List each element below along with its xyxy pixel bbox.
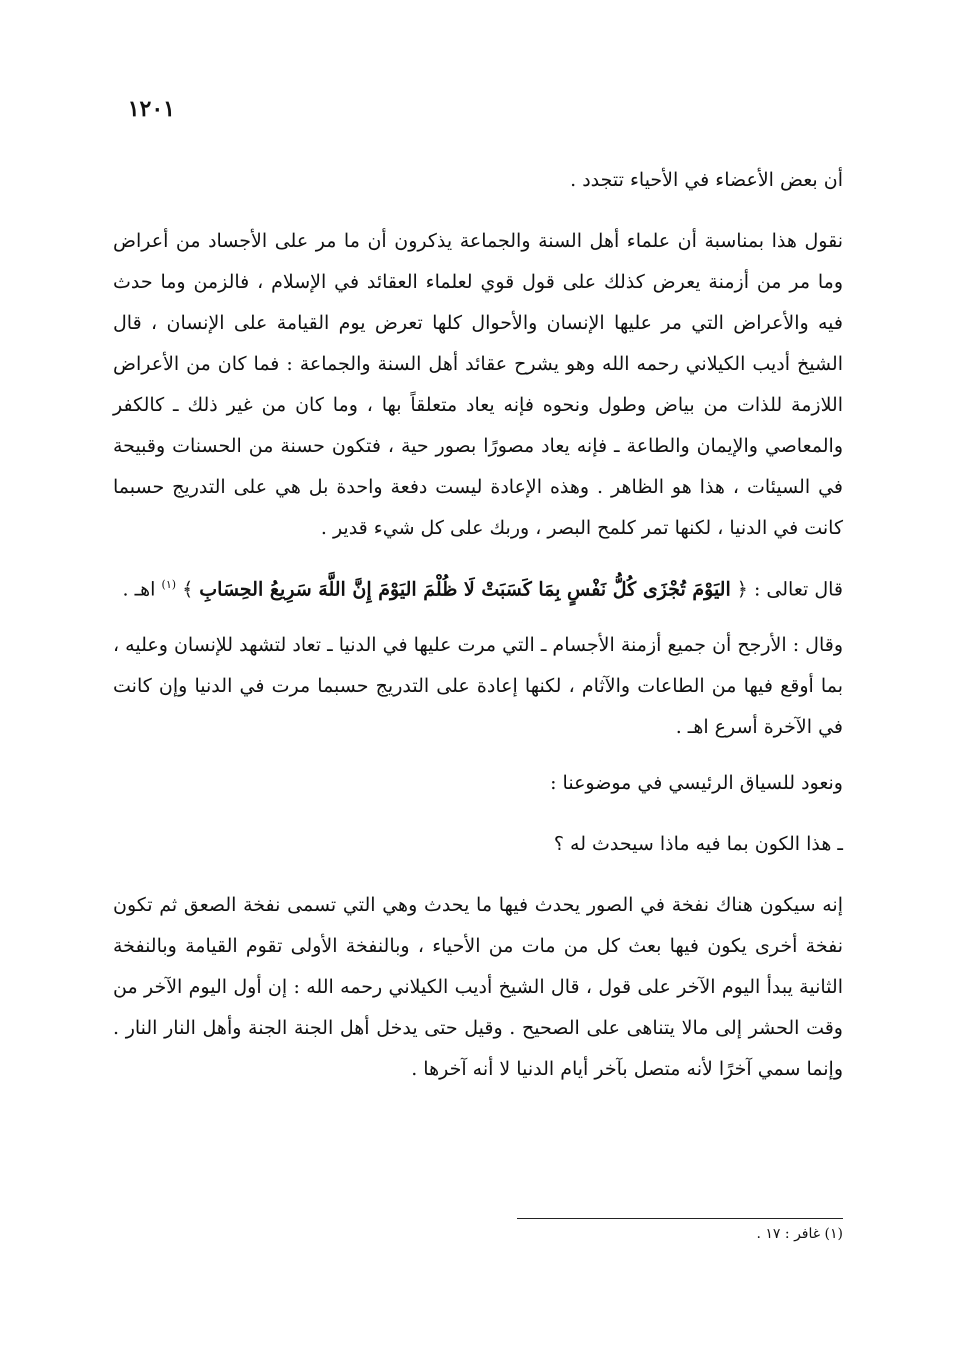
paragraph-7: إنه سيكون هناك نفخة في الصور يحدث فيها ما يحدث وهي التي تسمى نفخة الصعق ثم تكون نفخة أخرى يكون فيها بعث كل من مات من الأحياء ، وبالنفخة الأولى تقوم القيامة وبالنفخة الثانية يبدأ اليوم الآخر على قول ، قال الشيخ أديب الكيلاني رحمه الله : إن أول اليوم الآخر من وقت الحشر إلى مالا يتناهى على الصحيح . وقيل حتى يدخل أهل الجنة الجنة وأهل النار النار . وإنما سمي آخرًا لأنه متصل بآخر أيام الدنيا لا أنه آخرها . (113, 894, 843, 1081)
paragraph-6: ـ هذا الكون بما فيه ماذا سيحدث له ؟ (553, 833, 843, 856)
quote-end: اهـ . (122, 578, 156, 601)
footnote-reference: (١) (161, 578, 177, 591)
quran-verse: اليَوْمَ تُجْزَى كُلُّ نَفْسٍ بِمَا كَسَبَتْ لَا ظُلْمَ اليَوْمَ إِنَّ اللَّهَ سَرِيعُ الحِسَابِ (199, 578, 731, 601)
quote-intro: قال تعالى : ﴿ (736, 578, 843, 601)
body-text (113, 160, 843, 1105)
paragraph-4: وقال : الأرجح أن جميع أزمنة الأجسام ـ التي مرت عليها في الدنيا ـ تعاد لتشهد للإنسان وعليه ، بما أوقع فيها من الطاعات والآثام ، لكنها إعادة على التدريج حسبما مرت في الدنيا وإن كانت في الآخرة أسرع اهـ . (113, 634, 843, 739)
footnote-divider (517, 1218, 843, 1219)
page-number: ١٢٠١ (127, 96, 175, 122)
paragraph-5: ونعود للسياق الرئيسي في موضوعنا : (550, 772, 843, 795)
paragraph-2: نقول هذا بمناسبة أن علماء أهل السنة والجماعة يذكرون أن ما مر على الأجساد من أعراض وما مر من أزمنة يعرض كذلك على قول قوي لعلماء العقائد في الإسلام ، فالزمن وما حدث فيه والأعراض التي مر عليها الإنسان والأحوال كلها تعرض يوم القيامة على الإنسان ، قال الشيخ أديب الكيلاني رحمه الله وهو يشرح عقائد أهل السنة والجماعة : فما كان من الأعراض اللازمة للذات من بياض وطول ونحوه فإنه يعاد متعلقاً بها ، وما كان من غير ذلك ـ كالكفر والمعاصي والإيمان والطاعة ـ فإنه يعاد مصورًا بصور حية ، فتكون حسنة من الحسنات وقبيحة في السيئات ، هذا هو الظاهر . وهذه الإعادة ليست دفعة واحدة بل هي على التدريج حسبما كانت في الدنيا ، لكنها تمر كلمح البصر ، وربك على كل شيء قدير . (113, 230, 844, 539)
footnote: (١) غافر : ١٧ . (756, 1226, 843, 1242)
paragraph-3-quran-quote (113, 564, 843, 610)
paragraph-1: أن بعض الأعضاء في الأحياء تتجدد . (570, 169, 843, 191)
quote-close: ﴾ (182, 578, 194, 601)
